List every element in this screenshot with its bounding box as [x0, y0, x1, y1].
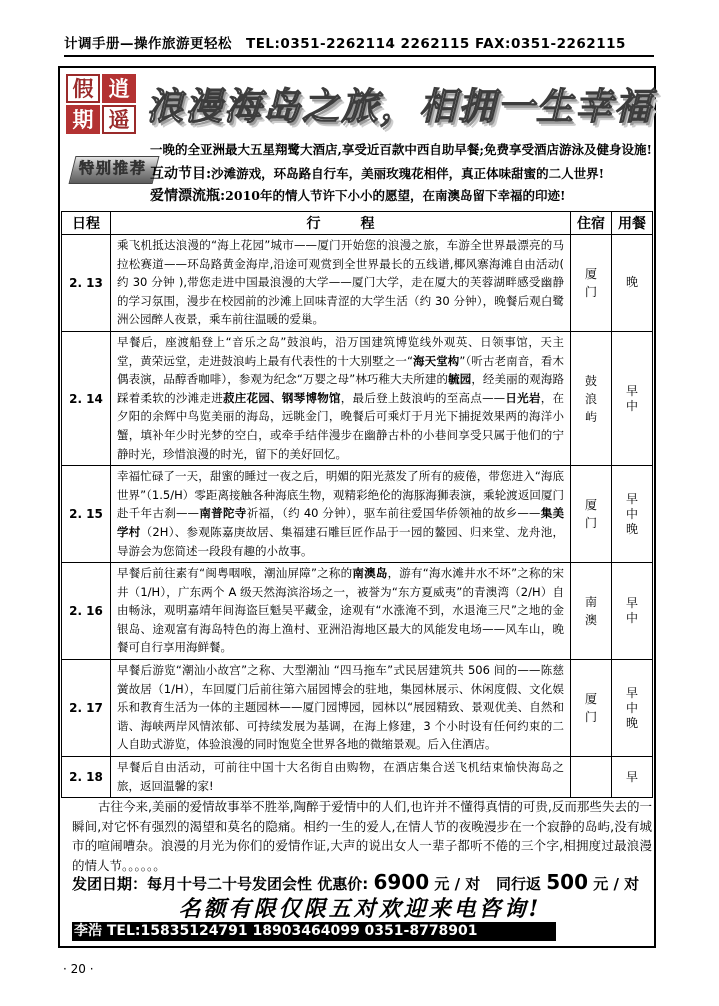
row-stay — [571, 466, 612, 563]
itinerary-body — [62, 235, 653, 798]
stay-text: 厦门 — [584, 692, 597, 725]
header-title: 计调手册—操作旅游更轻松 — [64, 36, 232, 52]
itinerary-highlight: 南澳岛 — [352, 566, 388, 581]
row-meal — [612, 331, 653, 465]
rebate-label: 同行返 — [495, 875, 541, 893]
itinerary-text: 早餐后自由活动，可前往中国十大名街自由购物，在酒店集合送飞机结束愉快海岛之旅，返回温馨的家! — [117, 760, 564, 793]
itinerary-highlight: 集美学村 — [117, 506, 565, 539]
row-itinerary — [111, 660, 571, 757]
intro-activities — [150, 163, 660, 183]
table-row — [62, 331, 653, 465]
itinerary-text: 早餐后，座渡船登上“音乐之岛”鼓浪屿，沿万国建筑博览线外观英、日领事馆，天主堂，黄荣远堂，走进鼓浪屿上最有代表性的十大别墅之一“ — [117, 334, 564, 368]
itinerary-text: 早餐后前往素有“闽粤咽喉，潮汕屏障”之称的 — [117, 566, 353, 581]
row-date: 2. 18 — [62, 757, 111, 798]
meal-text: 早 — [625, 769, 638, 784]
header-divider — [64, 55, 654, 57]
row-meal — [612, 235, 653, 332]
itinerary-text: ，在夕阳的余辉中鸟览美丽的海岛，远眺金门，晚餐后可乘灯于月光下捕捉效果两的海洋小蟹，填补年少时光梦的空白，或牵手结伴漫步在幽静古朴的小巷间享受只属于他们的宁静时光，珍惜浪漫的时光，留下的美好回忆。 — [117, 390, 565, 461]
slogan: 名额有限仅限五对欢迎来电咨询! — [178, 896, 542, 922]
row-stay — [571, 563, 612, 660]
header-date: 日程 — [62, 212, 111, 235]
row-date: 2. 16 — [62, 563, 111, 660]
intro-bottle-label: 爱情漂流瓶: — [150, 188, 226, 204]
rebate-unit: 元 / 对 — [593, 875, 640, 893]
row-itinerary — [111, 563, 571, 660]
header — [64, 32, 654, 56]
price-line — [72, 870, 652, 894]
itinerary-highlight: 南普陀寺 — [199, 506, 247, 521]
holiday-seal-logo — [66, 74, 140, 136]
meal-text: 早中 — [625, 596, 638, 626]
row-stay — [571, 660, 612, 757]
closing-paragraph: 古往今来,美丽的爱情故事举不胜举,陶醉于爱情中的人们,也许并不懂得真情的可贵,反而那些失去的一瞬间,对它怀有强烈的渴望和莫名的隐痛。相约一生的爱人,在情人节的夜晚漫步在一个寂静的岛屿,没有城市的喧闹嘈杂。浪漫的月光为你们的爱情作证,大声的说出女人一辈子都听不倦的三个字,相拥度过最浪漫的情人节。。。。。。 — [72, 799, 652, 873]
header-stay: 住宿 — [571, 212, 612, 235]
row-date: 2. 15 — [62, 466, 111, 563]
header-meal: 用餐 — [612, 212, 653, 235]
row-meal — [612, 563, 653, 660]
intro-activities-label: 互动节目: — [150, 166, 212, 182]
itinerary-table — [61, 211, 653, 798]
row-itinerary — [111, 757, 571, 798]
itinerary-text: ，经美丽的观海路踩着柔软的沙滩走进 — [117, 372, 564, 405]
seal-char-3: 期 — [66, 105, 100, 134]
meal-text: 早中 — [625, 383, 638, 413]
row-stay — [571, 235, 612, 332]
intro-activities-text: 沙滩游戏，环岛路自行车，美丽玫瑰花相伴，真正体味甜蜜的二人世界! — [211, 166, 605, 181]
itinerary-text: 幸福忙碌了一天，甜蜜的睡过一夜之后，明媚的阳光蒸发了所有的疲倦，带您进入“海底世界”（1.5/H）零距离接触各种海底生物，观精彩绝伦的海豚海狮表演，乘轮渡返回厦门赴千年古刹—— — [117, 469, 564, 521]
itinerary-text: （2H）、参观陈嘉庚故居、集福建石雕巨匠作品于一园的鳌园、归来堂、龙舟池，导游会为您简述一段段有趣的小故事。 — [117, 524, 565, 558]
row-itinerary — [111, 466, 571, 563]
stay-text: 鼓浪屿 — [584, 373, 597, 424]
ribbon-label: 特别推荐 — [78, 159, 147, 177]
row-date: 2. 17 — [62, 660, 111, 757]
price-amount: 6900 — [373, 870, 430, 894]
itinerary-highlight: 毓园 — [448, 372, 472, 387]
itinerary-text: ，最后登上鼓浪屿的至高点—— — [340, 390, 506, 405]
row-date: 2. 14 — [62, 331, 111, 465]
table-row — [62, 660, 653, 757]
seal-char-4: 遥 — [102, 105, 136, 134]
table-row — [62, 563, 653, 660]
itinerary-highlight: 日光岩 — [505, 390, 541, 405]
itinerary-highlight: 菽庄花园、钢琴博物馆 — [223, 390, 341, 405]
seal-char-1: 假 — [66, 74, 100, 103]
price-prefix: 发团日期：每月十号二十号发团会性 优惠价: — [72, 875, 369, 893]
stay-text: 厦门 — [584, 498, 597, 531]
intro-bottle-text: 2010年的情人节许下小小的愿望，在南澳岛留下幸福的印迹! — [225, 188, 566, 203]
rebate-amount: 500 — [546, 870, 588, 894]
row-meal — [612, 660, 653, 757]
row-itinerary — [111, 331, 571, 465]
table-header-row — [62, 212, 653, 235]
table-row — [62, 466, 653, 563]
itinerary-highlight: 海天堂构 — [412, 353, 460, 368]
intro-bottle — [150, 185, 660, 205]
meal-text: 早中晚 — [625, 685, 638, 730]
row-itinerary — [111, 235, 571, 332]
table-row — [62, 757, 653, 798]
table-row — [62, 235, 653, 332]
itinerary-text: 祈福，（约 40 分钟），驱车前往爱国华侨领袖的故乡—— — [246, 506, 541, 521]
itinerary-text: ，游有“海水滩井水不坏”之称的宋井（1/H），广东两个 A 级天然海滨浴场之一，被誉为“东方夏威夷”的青澳湾（2/H）自由畅泳，观明嘉靖年间海盗巨魁吴平藏金，途观有“水涨淹不到，水退淹三尺”之地的金银岛、途观富有海岛特色的海上渔村、亚洲沿海地区最大的风能发电场——风车山，晚餐可自行享用海鲜餐。 — [117, 566, 564, 655]
contact-bar: 李浩 TEL:15835124791 18903464099 0351-8778901 — [72, 922, 556, 941]
special-recommend-ribbon — [72, 148, 154, 190]
row-meal — [612, 757, 653, 798]
page-number: · 20 · — [63, 962, 94, 976]
itinerary-text: 乘飞机抵达浪漫的“海上花园”城市——厦门开始您的浪漫之旅，车游全世界最漂亮的马拉松赛道——环岛路黄金海岸,沿途可观赏到全世界最长的五线谱,椰风寨海滩自由活动( 约 30 分钟 ),带您走进中国最浪漫的大学——厦门大学，走在厦大的芙蓉湖畔感受幽静的学习氛围，漫步在校园前的沙滩上回味青涩的大学生活（约 30 分钟），晚餐后观白鹭洲公园醉人夜景，乘车前往温暖的爱巢。 — [117, 238, 564, 327]
row-meal — [612, 466, 653, 563]
meal-text: 早中晚 — [625, 491, 638, 536]
row-stay — [571, 757, 612, 798]
stay-text: 厦门 — [584, 266, 597, 299]
row-stay — [571, 331, 612, 465]
itinerary-text: 早餐后游览“潮汕小故宫”之称、大型潮汕 “四马拖车”式民居建筑共 506 间的——陈慈黉故居（1/H），车回厦门后前往第六届园博会的驻地，集园林展示、休闲度假、文化娱乐和教育生活为一体的主题园林——厦门园博园，园林以“展园精致、景观优美、自然和谐、海峡两岸风情浓郁、可持续发展为基调，在海上修建，3 个小时设有任何约束的二人自助式游览，体验浪漫的同时饱览全世界各地的微缩景观。后入住酒店。 — [117, 663, 564, 752]
seal-char-2: 逍 — [102, 74, 136, 103]
price-unit: 元 / 对 — [434, 875, 481, 893]
row-date: 2. 13 — [62, 235, 111, 332]
itinerary-text: ”（听古老南音，看木偶表演，品醇香咖啡），参观为纪念“万婴之母”林巧稚大夫所建的 — [117, 353, 564, 387]
meal-text: 晚 — [625, 275, 638, 290]
header-itinerary: 行程 — [111, 212, 571, 235]
header-contact: TEL:0351-2262114 2262115 FAX:0351-2262115 — [246, 36, 626, 52]
banner-title: 浪漫海岛之旅，相拥一生幸福 — [146, 84, 653, 128]
stay-text: 南澳 — [584, 595, 597, 628]
intro-hotel: 一晚的全亚洲最大五星翔鹭大酒店,享受近百款中西自助早餐;免费享受酒店游泳及健身设施! — [150, 142, 652, 157]
